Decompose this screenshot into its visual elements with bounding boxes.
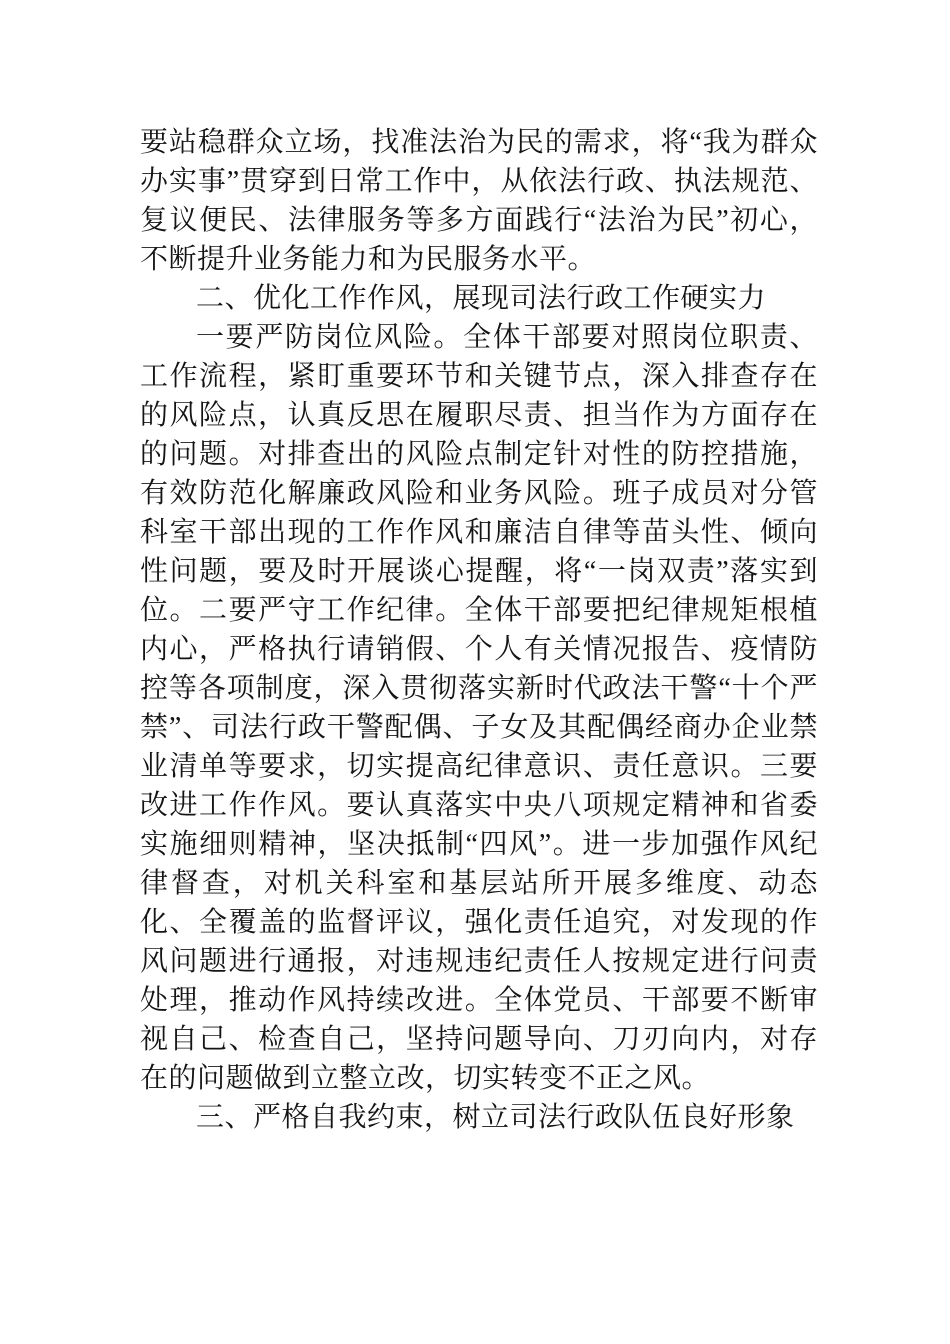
- section-heading-three: 三、严格自我约束，树立司法行政队伍良好形象: [196, 1102, 795, 1133]
- section-heading-two: 二、优化工作作风，展现司法行政工作硬实力: [196, 283, 767, 314]
- paragraph-section-two-body: 一要严防岗位风险。全体干部要对照岗位职责、工作流程，紧盯重要环节和关键节点，深入排查存在的风险点，认真反思在履职尽责、担当作为方面存在的问题。对排查出的风险点制定针对性的防控措施，有效防范化解廉政风险和业务风险。班子成员对分管科室干部出现的工作作风和廉洁自律等苗头性、倾向性问题，要及时开展谈心提醒，将“一岗双责”落实到位。二要严守工作纪律。全体干部要把纪律规矩根植内心，严格执行请销假、个人有关情况报告、疫情防控等各项制度，深入贯彻落实新时代政法干警“十个严禁”、司法行政干警配偶、子女及其配偶经商办企业禁业清单等要求，切实提高纪律意识、责任意识。三要改进工作作风。要认真落实中央八项规定精神和省委实施细则精神，坚决抵制“四风”。进一步加强作风纪律督查，对机关科室和基层站所开展多维度、动态化、全覆盖的监督评议，强化责任追究，对发现的作风问题进行通报，对违规违纪责任人按规定进行问责处理，推动作风持续改进。全体党员、干部要不断审视自己、检查自己，坚持问题导向、刀刃向内，对存在的问题做到立整立改，切实转变不正之风。: [140, 322, 818, 1094]
- paragraph-continuation: 要站稳群众立场，找准法治为民的需求，将“我为群众办实事”贯穿到日常工作中，从依法行政、执法规范、复议便民、法律服务等多方面践行“法治为民”初心，不断提升业务能力和为民服务水平。: [140, 127, 818, 275]
- document-body: [140, 123, 818, 1137]
